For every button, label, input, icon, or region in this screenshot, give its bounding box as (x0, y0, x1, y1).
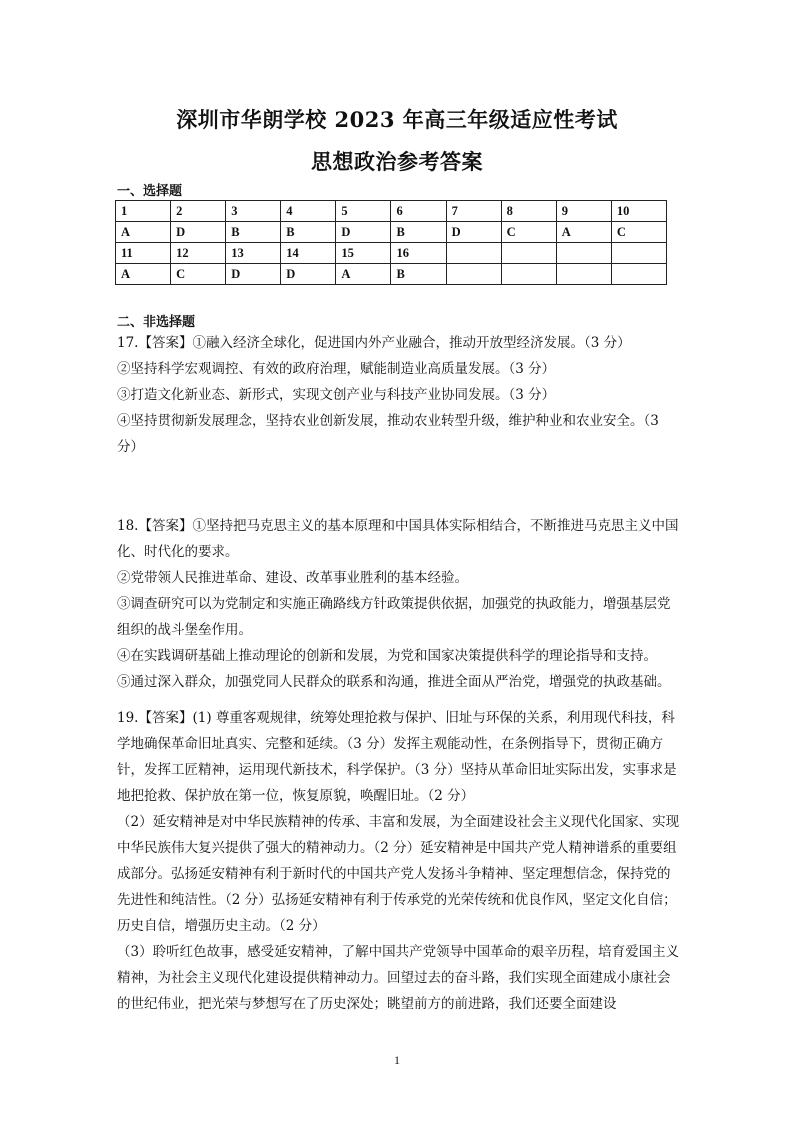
table-cell: 16 (391, 243, 446, 264)
table-cell (446, 264, 501, 285)
table-cell: A (116, 222, 171, 243)
table-cell: 13 (226, 243, 281, 264)
table-cell: 4 (281, 201, 336, 222)
table-row (116, 243, 667, 264)
answer-paragraph: ③打造文化新业态、新形式，实现文创产业与科技产业协同发展。（3 分） (117, 387, 556, 403)
table-cell: 11 (116, 243, 171, 264)
table-cell: C (611, 222, 666, 243)
table-cell (611, 264, 666, 285)
answer-paragraph: 19.【答案】(1) 尊重客观规律，统筹处理抢救与保护、旧址与环保的关系，利用现代科技，科学地确保革命旧址真实、完整和延续。（3 分）发挥主观能动性，在条例指导下，贯彻正确方针，发挥工匠精神，运用现代新技术，科学保护。（3 分）坚持从革命旧址实际出发，实事求是地把抢救、保护放在第一位，恢复原貌，唤醒旧址。（2 分） (117, 710, 677, 804)
table-cell: 5 (336, 201, 391, 222)
table-cell: B (281, 222, 336, 243)
question-18-answer (117, 513, 681, 695)
table-cell: 9 (556, 201, 611, 222)
table-cell: B (226, 222, 281, 243)
table-cell: 12 (171, 243, 226, 264)
section-heading-choice: 一、选择题 (117, 184, 183, 199)
table-cell: C (171, 264, 226, 285)
table-cell: 2 (171, 201, 226, 222)
table-cell: B (391, 264, 446, 285)
answer-paragraph: （2）延安精神是对中华民族精神的传承、丰富和发展，为全面建设社会主义现代化国家、实现中华民族伟大复兴提供了强大的精神动力。（2 分）延安精神是中国共产党人精神谱系的重要组成部分。弘扬延安精神有利于新时代的中国共产党人发扬斗争精神、坚定理想信念，保持党的先进性和纯洁性。（2 分）弘扬延安精神有利于传承党的光荣传统和优良作风，坚定文化自信；历史自信，增强历史主动。（2 分） (117, 814, 680, 934)
answer-paragraph: 18.【答案】①坚持把马克思主义的基本原理和中国具体实际相结合，不断推进马克思主义中国化、时代化的要求。 (117, 518, 679, 560)
table-cell: 14 (281, 243, 336, 264)
answer-paragraph: ⑤通过深入群众，加强党同人民群众的联系和沟通，推进全面从严治党，增强党的执政基础。 (117, 674, 671, 690)
table-cell: 3 (226, 201, 281, 222)
answer-key-table (115, 200, 667, 285)
document-title: 深圳市华朗学校 2023 年高三年级适应性考试 (176, 107, 618, 132)
page-number: 1 (394, 1053, 400, 1067)
table-cell: 10 (611, 201, 666, 222)
answer-paragraph: ④在实践调研基础上推动理论的创新和发展，为党和国家决策提供科学的理论指导和支持。 (117, 648, 657, 664)
table-cell: D (446, 222, 501, 243)
table-cell: B (391, 222, 446, 243)
answer-paragraph: ④坚持贯彻新发展理念，坚持农业创新发展，推动农业转型升级，维护种业和农业安全。（3 分） (117, 413, 659, 455)
table-cell: 6 (391, 201, 446, 222)
table-row (116, 222, 667, 243)
table-cell: 15 (336, 243, 391, 264)
table-cell: A (116, 264, 171, 285)
answer-paragraph: （3）聆听红色故事，感受延安精神，了解中国共产党领导中国革命的艰辛历程，培育爱国主义精神，为社会主义现代化建设提供精神动力。回望过去的奋斗路，我们实现全面建成小康社会的世纪伟业，把光荣与梦想写在了历史深处；眺望前方的前进路，我们还要全面建设 (117, 944, 680, 1012)
table-cell: C (501, 222, 556, 243)
document-subtitle: 思想政治参考答案 (311, 149, 483, 174)
table-cell: D (336, 222, 391, 243)
section-heading-non-choice: 二、非选择题 (117, 315, 196, 330)
answer-paragraph: ③调查研究可以为党制定和实施正确路线方针政策提供依据，加强党的执政能力，增强基层党组织的战斗堡垒作用。 (117, 596, 671, 638)
question-17-answer (117, 330, 681, 460)
answer-paragraph: ②坚持科学宏观调控、有效的政府治理，赋能制造业高质量发展。（3 分） (117, 361, 556, 377)
table-cell: D (281, 264, 336, 285)
table-cell (446, 243, 501, 264)
table-cell (556, 243, 611, 264)
table-cell: D (226, 264, 281, 285)
answer-paragraph: 17.【答案】①融入经济全球化，促进国内外产业融合，推动开放型经济发展。（3 分） (117, 335, 631, 351)
table-cell: 1 (116, 201, 171, 222)
table-cell: 8 (501, 201, 556, 222)
table-cell (501, 264, 556, 285)
table-row (116, 201, 667, 222)
table-row (116, 264, 667, 285)
answer-paragraph: ②党带领人民推进革命、建设、改革事业胜利的基本经验。 (117, 570, 468, 586)
question-19-answer (117, 705, 681, 1017)
table-cell (501, 243, 556, 264)
table-cell: 7 (446, 201, 501, 222)
table-cell: A (336, 264, 391, 285)
table-cell: A (556, 222, 611, 243)
table-cell (556, 264, 611, 285)
table-cell: D (171, 222, 226, 243)
table-cell (611, 243, 666, 264)
